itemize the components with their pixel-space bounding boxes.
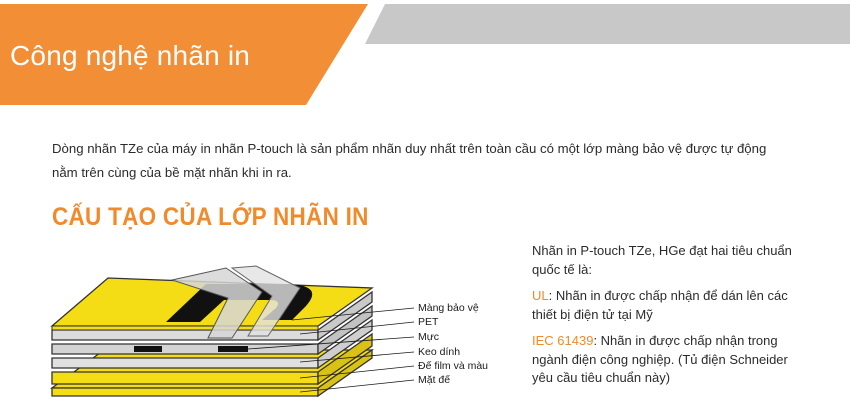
layer-de-film-side: [52, 372, 318, 384]
page-title: Công nghệ nhãn in: [10, 40, 251, 71]
layer-label-mat-de: Mặt đế: [418, 374, 451, 386]
standard-ul-code: UL: [532, 288, 549, 303]
standards-intro: Nhãn in P-touch TZe, HGe đạt hai tiêu chuẩn quốc tế là:: [532, 243, 792, 277]
standards-block: [532, 242, 802, 396]
layer-label-keo-dinh: Keo dính: [418, 346, 461, 358]
intro-line-1: Dòng nhãn TZe của máy in nhãn P-touch là sản phẩm nhãn duy nhất trên toàn cầu có một lớp màng bảo vệ được tự động: [52, 141, 767, 156]
layer-label-de-film: Đế film và màu: [418, 360, 489, 372]
section-heading: CẤU TẠO CỦA LỚP NHÃN IN: [52, 203, 369, 231]
banner-gray-band: [365, 4, 850, 44]
intro-line-2: nằm trên cùng của bề mặt nhãn khi in ra.: [52, 165, 292, 180]
intro-paragraph: [52, 137, 782, 185]
standard-ul-desc: : Nhãn in được chấp nhận để dán lên các thiết bị điện tử tại Mỹ: [532, 288, 788, 322]
standard-iec-desc: : Nhãn in được chấp nhận trong ngành điện công nghiệp. (Tủ điện Schneider yêu cầu tiêu chuẩn này): [532, 333, 788, 385]
ink-mark-2: [218, 346, 248, 352]
layer-mat-de-side: [52, 388, 318, 396]
layer-mang-bao-ve-edge: [52, 326, 318, 330]
layer-label-muc: Mực: [418, 331, 440, 343]
layer-label-mang-bao-ve: Màng bảo vệ: [418, 302, 479, 314]
ink-mark-1: [134, 346, 162, 352]
standard-iec-code: IEC 61439: [532, 333, 594, 348]
standard-iec: [532, 332, 802, 388]
layer-label-pet: PET: [418, 316, 439, 328]
layer-muc-side: [52, 344, 318, 354]
layer-pet-side: [52, 330, 318, 340]
standard-ul: [532, 287, 802, 324]
label-layers-diagram: [0, 240, 520, 420]
layer-keo-side: [52, 358, 318, 368]
